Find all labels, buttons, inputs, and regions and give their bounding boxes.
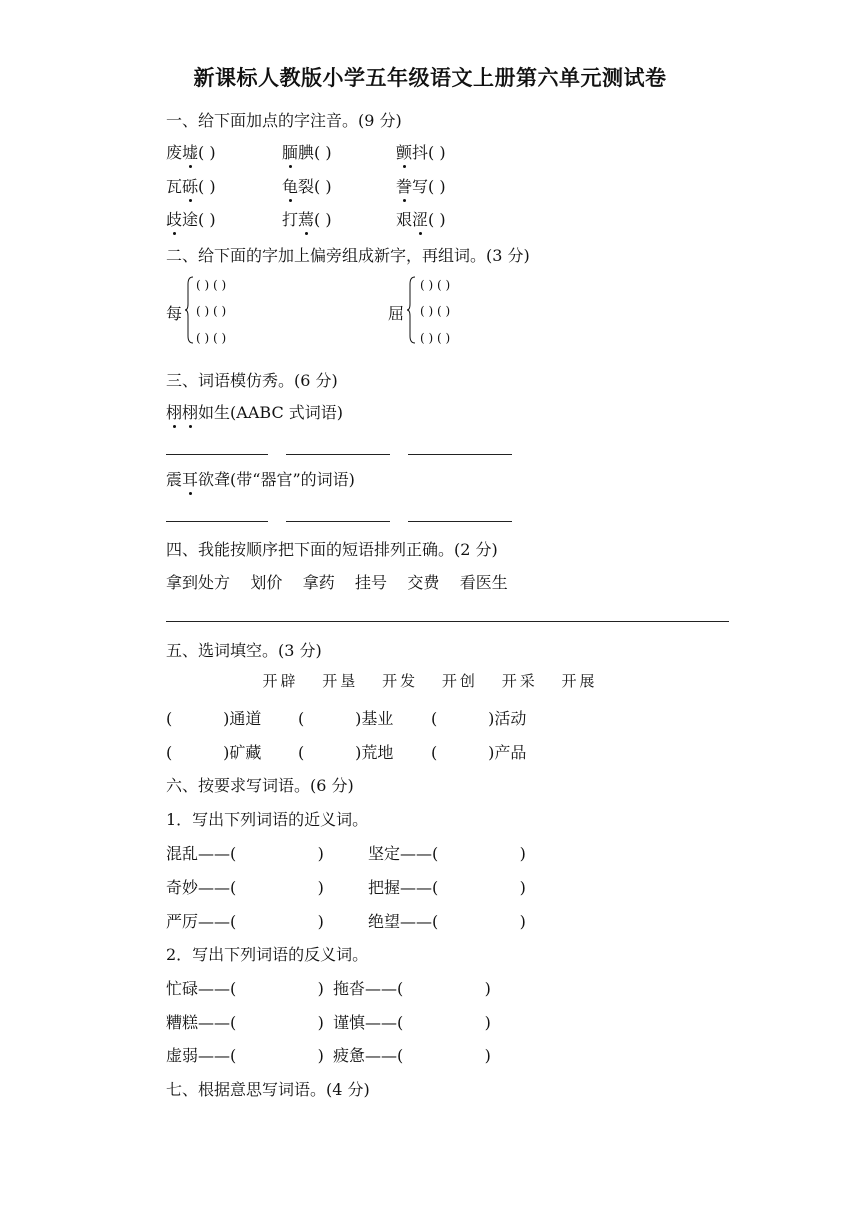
- dotted-char: 墟: [182, 140, 198, 163]
- answer-blank[interactable]: ( ) ( ): [420, 331, 451, 345]
- section-5-heading: 五、选词填空。(3 分): [166, 641, 322, 660]
- pinyin-item: 腼腆( ): [282, 140, 332, 163]
- page-title: 新课标人教版小学五年级语文上册第六单元测试卷: [193, 65, 667, 90]
- base-char: 每: [166, 304, 183, 323]
- fill-blank[interactable]: ( )荒地: [298, 743, 394, 762]
- dotted-char: 涩: [412, 207, 428, 230]
- section-1-heading: 一、给下面加点的字注音。(9 分): [166, 111, 402, 130]
- synonym-item[interactable]: 严厉——( ): [166, 912, 324, 931]
- synonym-subheading: 1．写出下列词语的近义词。: [166, 810, 369, 829]
- answer-line[interactable]: [166, 521, 268, 522]
- antonym-item[interactable]: 谨慎——( ): [333, 1013, 491, 1032]
- fill-blank[interactable]: ( )基业: [298, 709, 394, 728]
- word-bank-item: 开采: [501, 672, 538, 690]
- synonym-item[interactable]: 绝望——( ): [368, 912, 526, 931]
- answer-blank[interactable]: ( ): [198, 143, 216, 162]
- pinyin-item: 颤抖( ): [396, 140, 446, 163]
- fill-blank[interactable]: ( )产品: [431, 743, 527, 762]
- answer-blank[interactable]: ( ) ( ): [196, 304, 227, 318]
- brace-icon: [406, 276, 416, 344]
- dotted-char: 栩: [182, 400, 198, 423]
- dotted-char: 龟: [282, 174, 298, 197]
- answer-line[interactable]: [408, 454, 512, 455]
- word-bank-item: 开展: [561, 672, 598, 690]
- section-3-heading: 三、词语模仿秀。(6 分): [166, 371, 338, 390]
- pinyin-item: 龟裂( ): [282, 174, 332, 197]
- answer-line[interactable]: [166, 454, 268, 455]
- answer-line[interactable]: [408, 521, 512, 522]
- word-bank: [0, 670, 860, 691]
- pinyin-item: 誊写( ): [396, 174, 446, 197]
- pinyin-item: 瓦砾( ): [166, 174, 216, 197]
- answer-line[interactable]: [166, 621, 729, 622]
- fill-blank[interactable]: ( )矿藏: [166, 743, 262, 762]
- synonym-item[interactable]: 混乱——( ): [166, 844, 324, 863]
- dotted-char: 腼: [282, 140, 298, 163]
- synonym-item[interactable]: 奇妙——( ): [166, 878, 324, 897]
- answer-blank[interactable]: ( ) ( ): [420, 278, 451, 292]
- fill-blank[interactable]: ( )通道: [166, 709, 262, 728]
- dotted-char: 颤: [396, 140, 412, 163]
- imitation-item-2: 震耳欲聋(带“器官”的词语): [166, 467, 355, 490]
- antonym-item[interactable]: 忙碌——( ): [166, 979, 324, 998]
- answer-line[interactable]: [286, 521, 390, 522]
- imitation-item-1: 栩栩如生(AABC 式词语): [166, 400, 343, 423]
- pinyin-item: 打蔫( ): [282, 207, 332, 230]
- dotted-char: 耳: [182, 467, 198, 490]
- synonym-item[interactable]: 坚定——( ): [368, 844, 526, 863]
- fill-blank[interactable]: ( )活动: [431, 709, 527, 728]
- answer-blank[interactable]: ( ): [428, 210, 446, 229]
- answer-line[interactable]: [286, 454, 390, 455]
- dotted-char: 栩: [166, 400, 182, 423]
- base-char: 屈: [388, 304, 405, 323]
- antonym-item[interactable]: 疲惫——( ): [333, 1046, 491, 1065]
- answer-blank[interactable]: ( ): [314, 143, 332, 162]
- antonym-subheading: 2．写出下列词语的反义词。: [166, 945, 369, 964]
- antonym-item[interactable]: 糟糕——( ): [166, 1013, 324, 1032]
- dotted-char: 歧: [166, 207, 182, 230]
- dotted-char: 砾: [182, 174, 198, 197]
- answer-blank[interactable]: ( ): [314, 210, 332, 229]
- section-2-heading: 二、给下面的字加上偏旁组成新字，再组词。(3 分): [166, 246, 530, 265]
- dotted-char: 誊: [396, 174, 412, 197]
- antonym-item[interactable]: 拖沓——( ): [333, 979, 491, 998]
- word-bank-item: 开辟: [262, 672, 299, 690]
- answer-blank[interactable]: ( ): [198, 210, 216, 229]
- answer-blank[interactable]: ( ): [428, 143, 446, 162]
- brace-icon: [184, 276, 194, 344]
- antonym-item[interactable]: 虚弱——( ): [166, 1046, 324, 1065]
- phrase-list: 拿到处方 划价 拿药 挂号 交费 看医生: [166, 573, 508, 592]
- section-4-heading: 四、我能按顺序把下面的短语排列正确。(2 分): [166, 540, 498, 559]
- synonym-item[interactable]: 把握——( ): [368, 878, 526, 897]
- answer-blank[interactable]: ( ): [314, 177, 332, 196]
- pinyin-item: 废墟( ): [166, 140, 216, 163]
- answer-blank[interactable]: ( ) ( ): [420, 304, 451, 318]
- word-bank-item: 开创: [441, 672, 478, 690]
- section-6-heading: 六、按要求写词语。(6 分): [166, 776, 354, 795]
- answer-blank[interactable]: ( ): [428, 177, 446, 196]
- word-bank-item: 开垦: [322, 672, 359, 690]
- answer-blank[interactable]: ( ) ( ): [196, 331, 227, 345]
- dotted-char: 蔫: [298, 207, 314, 230]
- answer-blank[interactable]: ( ): [198, 177, 216, 196]
- pinyin-item: 歧途( ): [166, 207, 216, 230]
- word-bank-item: 开发: [382, 672, 419, 690]
- section-7-heading: 七、根据意思写词语。(4 分): [166, 1080, 370, 1099]
- answer-blank[interactable]: ( ) ( ): [196, 278, 227, 292]
- pinyin-item: 艰涩( ): [396, 207, 446, 230]
